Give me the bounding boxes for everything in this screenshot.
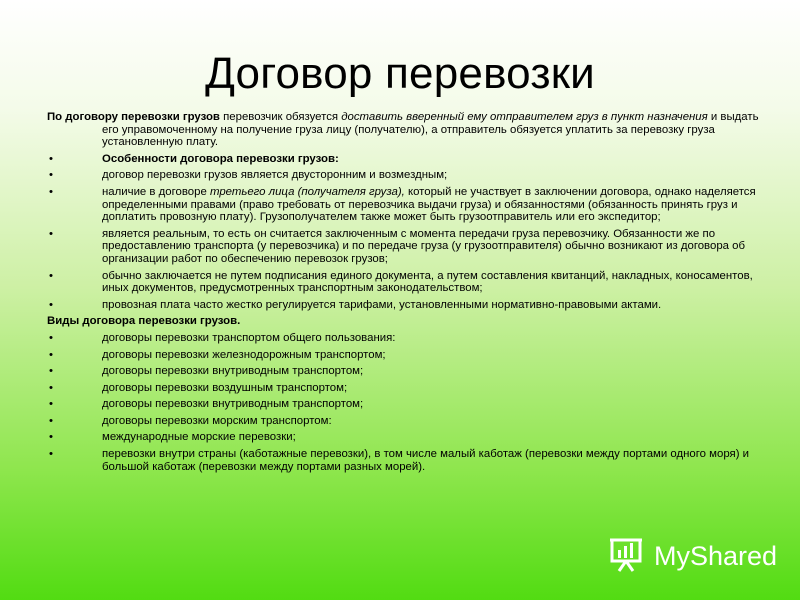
intro-paragraph [47,111,760,149]
features-heading: Особенности договора перевозки грузов: [102,152,339,165]
type-text: договоры перевозки транспортом общего пользования: [102,331,396,344]
slide-body [47,111,760,477]
bullet-icon: • [49,152,53,165]
bullet-icon: • [49,414,53,427]
feature-text: провозная плата часто жестко регулируется тарифами, установленными нормативно-правовыми актами. [102,298,662,311]
list-item [47,299,760,312]
list-item [47,448,760,473]
type-text: перевозки внутри страны (каботажные перевозки), в том числе малый каботаж (перевозки между портами одного моря) и большой каботаж (перевозки между портами разных морей). [102,448,750,473]
list-item [47,270,760,295]
type-text: договоры перевозки воздушным транспортом; [102,381,348,394]
list-item [47,153,760,166]
type-text: договоры перевозки внутриводным транспортом; [102,365,364,378]
bullet-icon: • [49,331,53,344]
list-item [47,415,760,428]
list-item [47,398,760,411]
bullet-icon: • [49,381,53,394]
bullet-icon: • [49,365,53,378]
feature-text: договор перевозки грузов является двусторонним и возмездным; [102,169,448,182]
bullet-icon: • [49,298,53,311]
bullet-icon: • [49,348,53,361]
feature-italic: третьего лица (получателя груза), [209,185,405,198]
intro-text-1: перевозчик обязуется [219,111,342,123]
type-text: договоры перевозки внутриводным транспортом; [102,398,364,411]
intro-lead: По договору перевозки грузов [47,111,220,123]
types-heading: Виды договора перевозки грузов. [47,315,241,328]
slide-title: Договор перевозки [205,49,595,98]
list-item [47,169,760,182]
bullet-icon: • [49,448,53,461]
intro-text-2: и выдать его управомоченному на получение груза лицу (получателю), а отправитель обязуется уплатить за перевозку груза установленную плату. [102,111,759,149]
list-item [47,365,760,378]
bullet-icon: • [49,431,53,444]
watermark-logo [608,536,777,576]
list-item [47,228,760,266]
presentation-board-icon [608,534,648,579]
feature-text: является реальным, то есть он считается заключенным с момента передачи груза перевозчику. Обязанности же по предоставлению транспорта (у перевозчика) и по передаче груза (у грузоотправителя) обычно возникают из договора об организации работ по обеспечению перевозок грузов; [102,227,746,265]
list-item [47,349,760,362]
list-item [47,332,760,345]
bullet-icon: • [49,227,53,240]
list-item [47,431,760,444]
type-text: договоры перевозки железнодорожным транспортом; [102,348,386,361]
type-text: международные морские перевозки; [102,431,296,444]
feature-text: наличие в договоре [102,185,210,198]
bullet-icon: • [49,169,53,182]
intro-italic: доставить вверенный ему отправителем груз в пункт назначения [341,111,708,123]
feature-text: обычно заключается не путем подписания единого документа, а путем составления квитанций, накладных, коносаментов, иных документов, предусмотренных транспортным законодательством; [102,269,753,295]
type-text: договоры перевозки морским транспортом: [102,414,332,427]
list-item [47,382,760,395]
feature-text: который не участвует в заключении договора, однако наделяется определенными правами (право требовать от перевозчика выдачи груза) и обязанностями (обязанность принять груз и доплатить провозную плату). Грузополучателем также может быть грузоотправитель или его экспедитор; [102,185,756,224]
bullet-icon: • [49,398,53,411]
bullet-icon: • [49,185,53,198]
bullet-icon: • [49,269,53,282]
watermark-text: MyShared [654,541,778,571]
list-item [47,186,760,224]
